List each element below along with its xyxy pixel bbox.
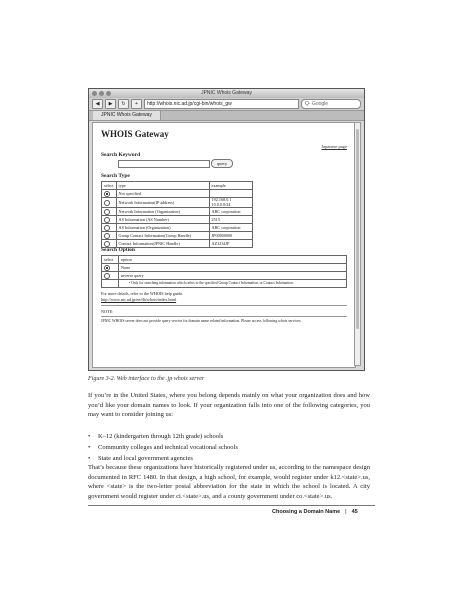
example-cell: ABC corporation — [209, 224, 252, 232]
list-item: • Community colleges and technical vocational schools — [88, 442, 368, 453]
radio-button[interactable] — [104, 273, 110, 279]
column-header: example — [209, 182, 252, 190]
search-field[interactable]: Q- Google — [301, 99, 361, 109]
example-cell: AZ1234JP — [209, 240, 252, 248]
zoom-window-icon[interactable] — [106, 91, 111, 96]
search-type-heading: Search Type — [101, 173, 130, 179]
example-cell: 192.168.0.1 10.0.0.0/24 — [209, 198, 252, 208]
table-row[interactable] — [102, 232, 253, 240]
paragraph-2: That’s because these organizations have historically registered under us, according to the namespace design documented in RFC 1480. In that design, a high school, for example, would register under k12.<state>.us, where <state> is the two-letter postal abbreviation for the state in which the school is located. A city government would register under ci.<state>.us, and a county government under co.<state>.us. — [88, 464, 370, 500]
type-cell: Network Information (Organization) — [116, 208, 209, 216]
radio-button[interactable] — [104, 265, 110, 271]
column-header: type — [116, 182, 209, 190]
table-row[interactable] — [102, 264, 347, 272]
table-row[interactable] — [102, 208, 253, 216]
type-cell: Contact Information(JPNIC Handle) — [116, 240, 209, 248]
forward-button[interactable]: ▶ — [105, 99, 116, 109]
table-row[interactable] — [102, 216, 253, 224]
radio-button[interactable] — [104, 217, 110, 223]
option-cell: inverse query — [119, 272, 347, 280]
column-header: option — [119, 256, 347, 264]
figure-caption: Figure 3-2. Web interface to the .jp whois server — [88, 376, 205, 382]
table-row[interactable] — [102, 272, 347, 280]
search-keyword-input[interactable] — [118, 160, 210, 168]
radio-button[interactable] — [104, 233, 110, 239]
web-page-content — [92, 122, 356, 368]
type-cell: Network Information(IP address) — [116, 198, 209, 208]
japanese-page-link[interactable]: Japanese page — [321, 144, 347, 149]
window-title: JPNIC Whois Gateway — [201, 90, 252, 96]
page-number: 45 — [351, 509, 358, 515]
table-row[interactable] — [102, 198, 253, 208]
category-list — [88, 431, 368, 464]
search-option-heading: Search Option — [101, 247, 135, 253]
footer-section-title: Choosing a Domain Name — [272, 509, 341, 515]
window-controls — [92, 91, 111, 96]
radio-button[interactable] — [104, 191, 110, 197]
list-item: • K–12 (kindergarten through 12th grade) schools — [88, 431, 368, 442]
back-button[interactable]: ◀ — [92, 99, 103, 109]
bullet-icon: • — [129, 281, 131, 286]
address-bar[interactable]: http://whois.nic.ad.jp/cgi-bin/whois_gw — [144, 99, 299, 109]
table-header-row — [102, 182, 253, 190]
search-option-table — [101, 255, 347, 288]
inverse-query-note: Only for searching information which refers to the specified Group Contact Information, or Contact Information. — [131, 281, 294, 286]
close-window-icon[interactable] — [92, 91, 97, 96]
type-cell: AS Information (AS Number) — [116, 216, 209, 224]
tab-jpnic-whois[interactable]: JPNIC Whois Gateway — [93, 111, 161, 120]
type-cell: AS Information (Organization) — [116, 224, 209, 232]
footer-rule — [88, 505, 375, 506]
radio-button[interactable] — [104, 225, 110, 231]
help-guide-link[interactable]: http://www.nic.ad.jp/en/db/whois/index.html — [101, 297, 177, 302]
minimize-window-icon[interactable] — [99, 91, 104, 96]
radio-button[interactable] — [104, 209, 110, 215]
type-cell: Not specified — [116, 190, 209, 198]
column-header: select — [102, 182, 117, 190]
paragraph-1: If you’re in the United States, where you belong depends mainly on what your organization does and how you’d like your domain names to look. If your organization falls into one of the following categories, you may want to consider joining us: — [88, 392, 370, 419]
query-button[interactable]: query — [211, 159, 233, 168]
tab-bar — [89, 111, 364, 121]
divider — [101, 316, 347, 317]
divider — [101, 305, 347, 306]
page-footer — [272, 509, 358, 515]
search-type-table — [101, 181, 253, 248]
scrollbar-thumb[interactable] — [356, 129, 359, 329]
table-header-row — [102, 256, 347, 264]
note-heading: NOTE: — [101, 309, 114, 314]
example-cell: JP00000000 — [209, 232, 252, 240]
browser-toolbar — [89, 98, 364, 111]
footer-separator: | — [345, 509, 347, 515]
window-title-bar — [89, 89, 364, 98]
help-text: For more details, refer to the WHOIS help guide. — [101, 291, 184, 296]
page-title: WHOIS Gateway — [101, 129, 169, 139]
browser-screenshot-figure — [88, 88, 365, 371]
table-row — [102, 280, 347, 288]
example-cell: 2515 — [209, 216, 252, 224]
table-row[interactable] — [102, 224, 253, 232]
column-header: select — [102, 256, 119, 264]
note-text: JPNIC WHOIS server does not provide query service for domain name related information. Please access following whois services. — [101, 319, 302, 323]
example-cell: ABC corporation — [209, 208, 252, 216]
add-bookmark-button[interactable]: + — [131, 99, 142, 109]
list-item: • State and local government agencies — [88, 453, 368, 464]
reload-button[interactable]: ↻ — [118, 99, 129, 109]
vertical-scrollbar[interactable] — [354, 122, 361, 366]
search-keyword-heading: Search Keyword — [101, 152, 141, 158]
option-cell: None — [119, 264, 347, 272]
type-cell: Group Contact Information(Group Handle) — [116, 232, 209, 240]
radio-button[interactable] — [104, 200, 110, 206]
